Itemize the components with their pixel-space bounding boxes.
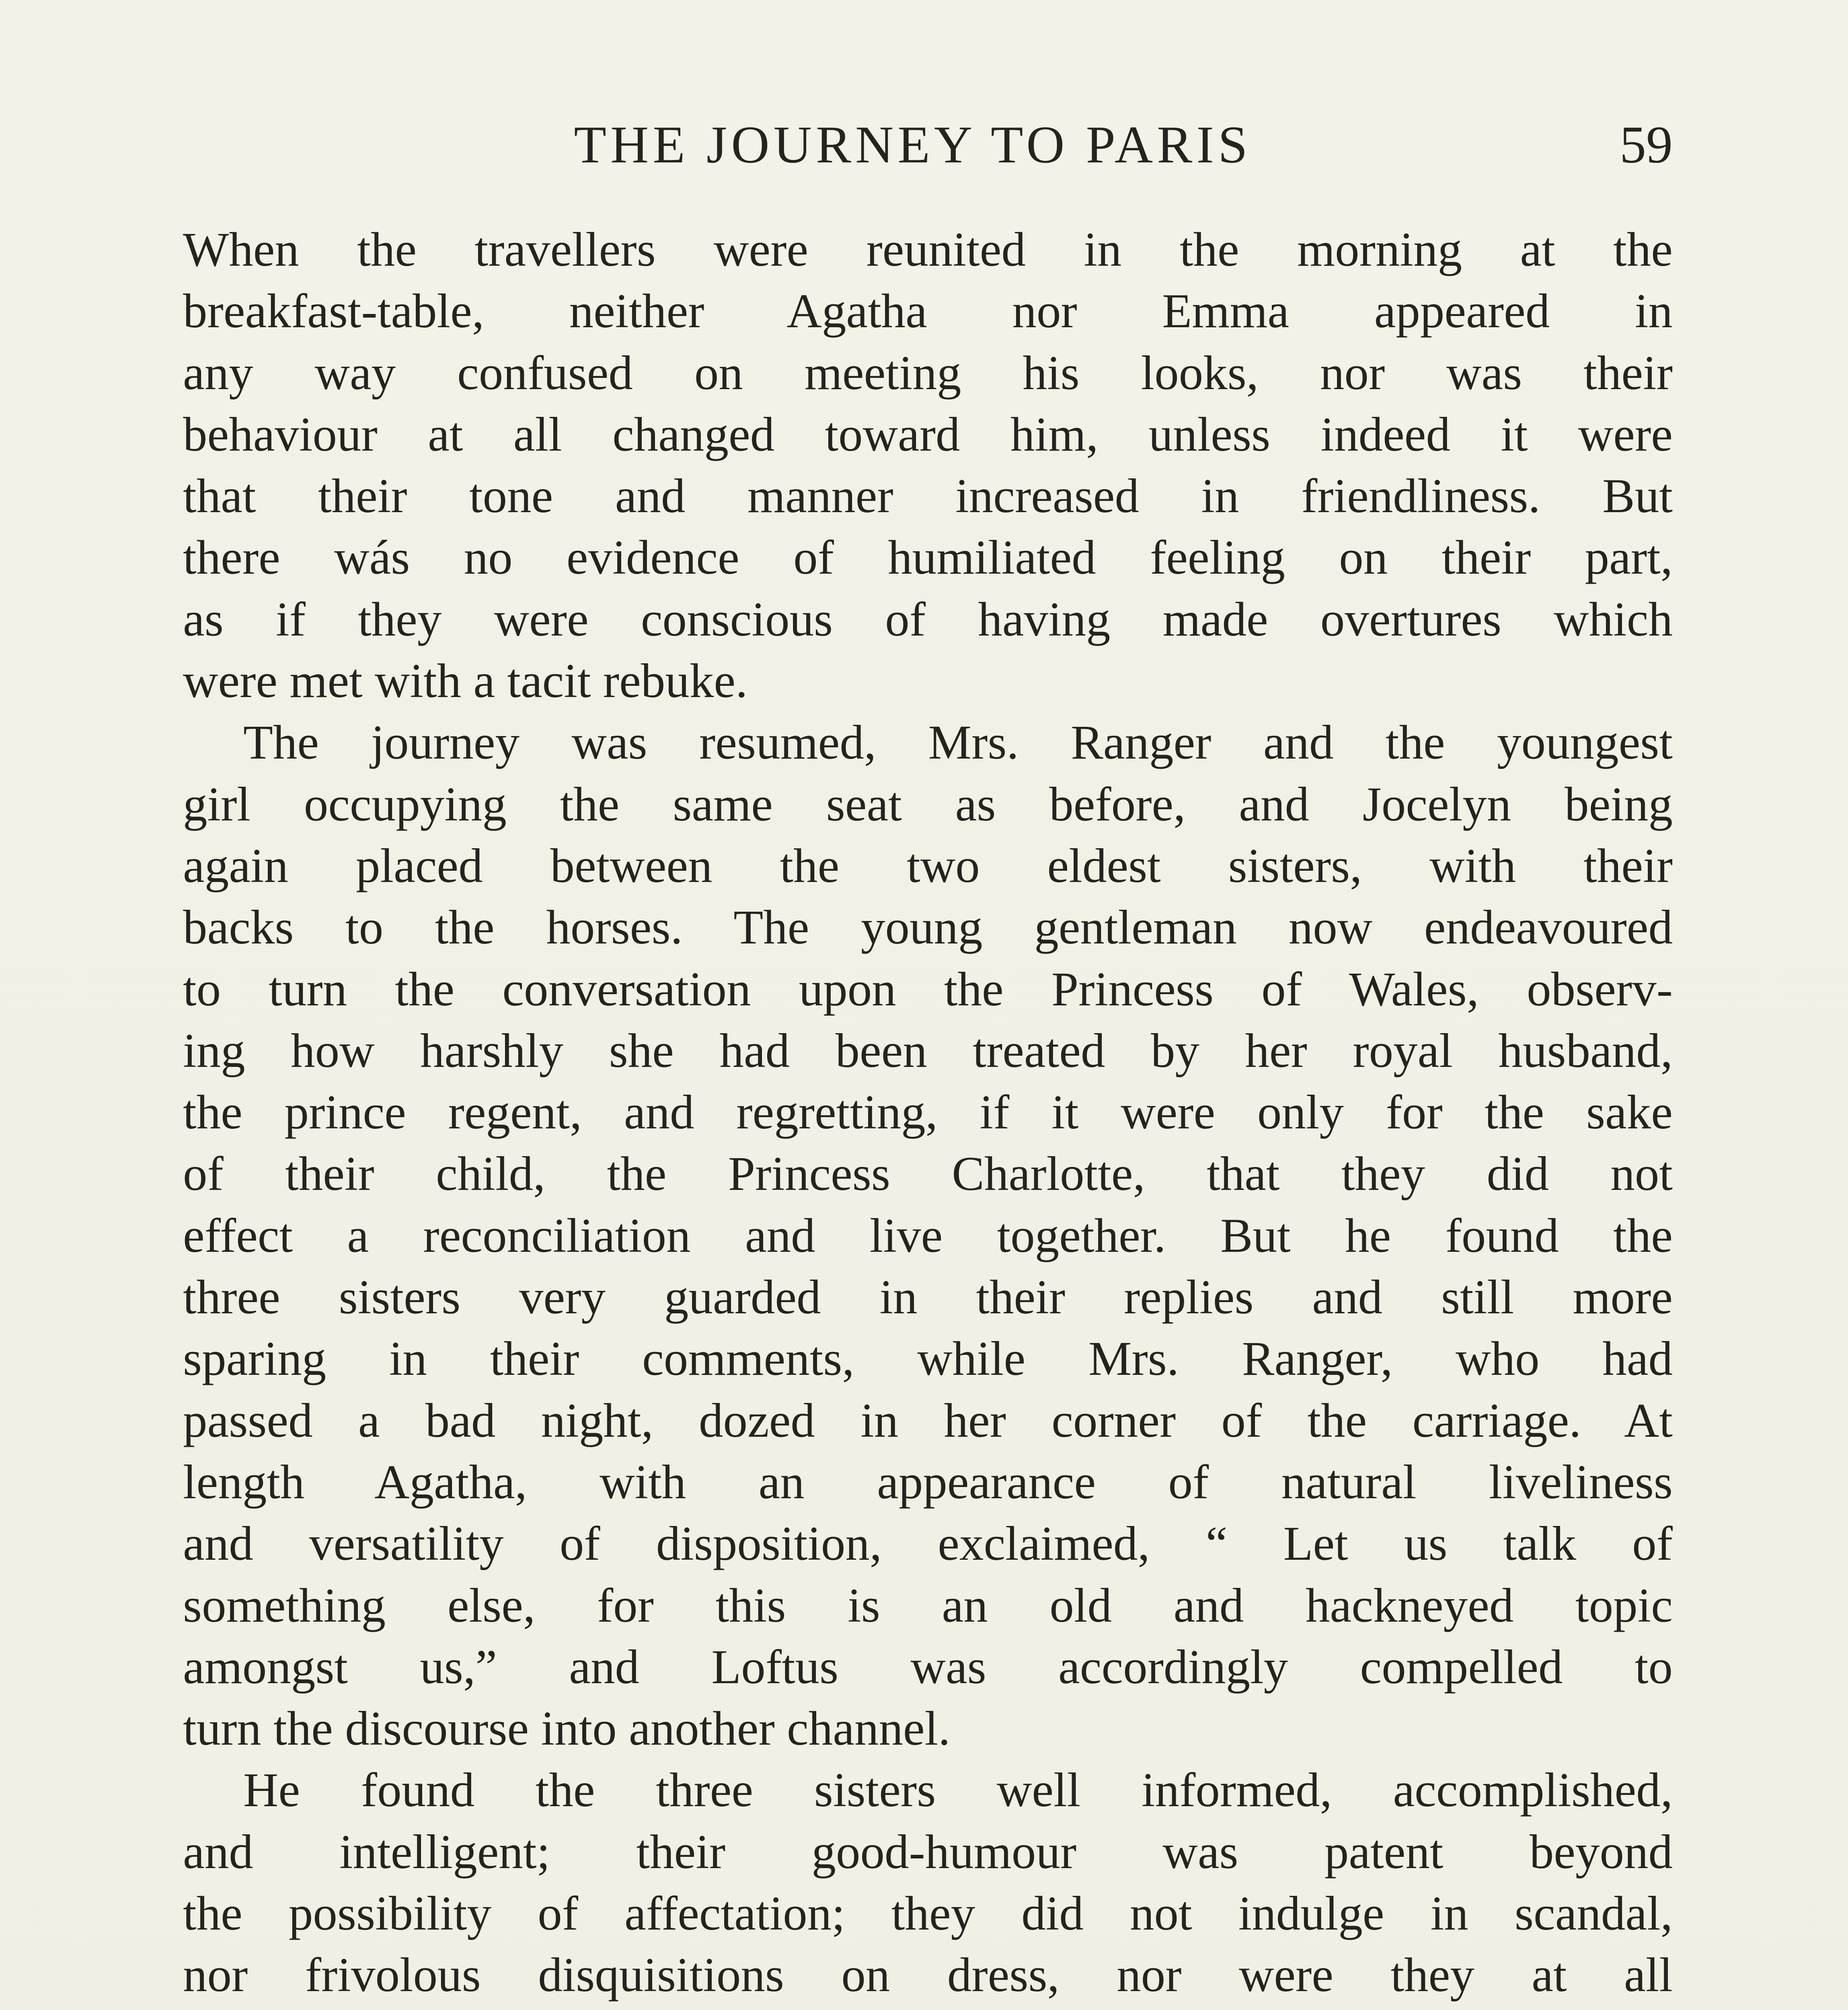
text-line: the possibility of affectation; they did not indulge in scandal,: [183, 1887, 1673, 1941]
text-line: the prince regent, and regretting, if it were only for the sake: [183, 1085, 1673, 1140]
text-line: nor frivolous disquisitions on dress, nor were they at all: [183, 1948, 1673, 2002]
text-line: length Agatha, with an appearance of natural liveliness: [183, 1455, 1673, 1509]
running-title: THE JOURNEY TO PARIS: [574, 115, 1252, 174]
text-line: When the travellers were reunited in the morning at the: [183, 223, 1673, 277]
text-line: three sisters very guarded in their replies and still more: [183, 1270, 1673, 1325]
text-line: passed a bad night, dozed in her corner of the carriage. At: [183, 1393, 1673, 1448]
text-line: and intelligent; their good-humour was patent beyond: [183, 1825, 1673, 1879]
text-line: any way confused on meeting his looks, nor was their: [183, 346, 1673, 400]
text-line: there wás no evidence of humiliated feeling on their part,: [183, 531, 1673, 585]
text-line: of their child, the Princess Charlotte, that they did not: [183, 1147, 1673, 1201]
text-line: ing how harshly she had been treated by her royal husband,: [183, 1023, 1673, 1078]
text-line: and versatility of disposition, exclaimed, “ Let us talk of: [183, 1517, 1673, 1571]
text-line: amongst us,” and Loftus was accordingly compelled to: [183, 1640, 1673, 1694]
text-line: breakfast-table, neither Agatha nor Emma appeared in: [183, 284, 1673, 338]
text-line: behaviour at all changed toward him, unless indeed it were: [183, 407, 1673, 461]
body-text: [183, 219, 1673, 2010]
text-line: that their tone and manner increased in friendliness. But: [183, 469, 1673, 523]
text-line: [183, 2006, 1673, 2010]
running-head: [185, 109, 1673, 181]
text-line: The journey was resumed, Mrs. Ranger and the youngest: [243, 716, 1673, 770]
text-line: girl occupying the same seat as before, and Jocelyn being: [183, 777, 1673, 831]
text-line: again placed between the two eldest sisters, with their: [183, 839, 1673, 893]
text-line: turn the discourse into another channel.: [183, 1702, 951, 1756]
text-line: something else, for this is an old and hackneyed topic: [183, 1578, 1673, 1633]
text-line: backs to the horses. The young gentleman now endeavoured: [183, 900, 1673, 955]
text-line: He found the three sisters well informed, accomplished,: [243, 1763, 1673, 1817]
text-line: were met with a tacit rebuke.: [183, 654, 748, 708]
page-number: 59: [1620, 115, 1673, 174]
text-line: as if they were conscious of having made overtures which: [183, 592, 1673, 646]
text-line: to turn the conversation upon the Princess of Wales, observ-: [183, 962, 1673, 1016]
text-line: effect a reconciliation and live together. But he found the: [183, 1208, 1673, 1263]
text-line: sparing in their comments, while Mrs. Ranger, who had: [183, 1332, 1673, 1386]
